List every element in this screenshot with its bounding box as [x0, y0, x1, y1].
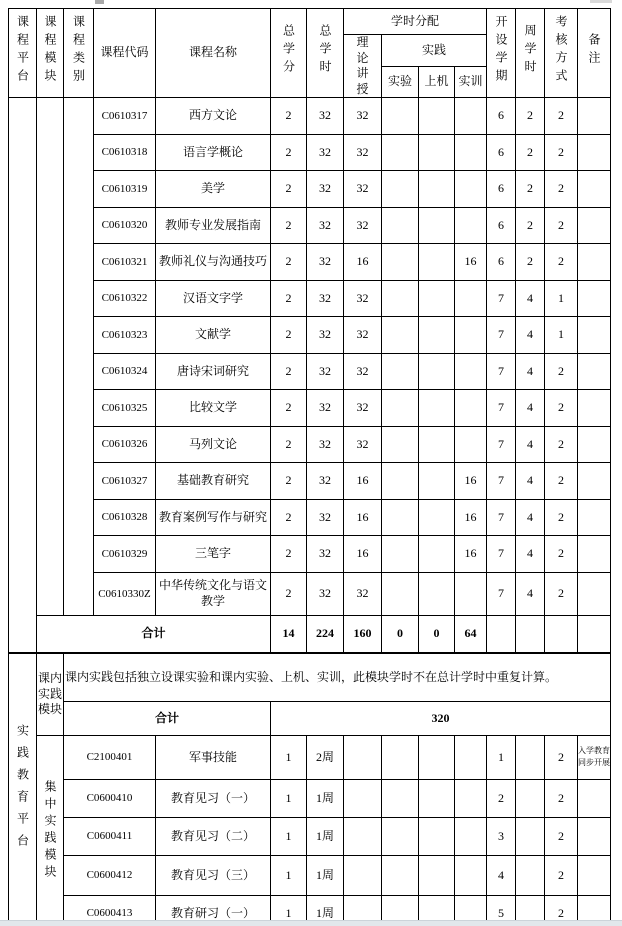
inclass-total-value-cell: 320: [271, 701, 611, 735]
remark-empty-cell: [578, 171, 611, 208]
semester-cell: 1: [487, 735, 516, 779]
concentrated-practice-module-cell: [37, 735, 64, 926]
total-theory-cell: 160: [344, 615, 382, 653]
credits-cell: 2: [271, 207, 307, 244]
hours-cell: 32: [307, 536, 344, 573]
semester-cell: 7: [487, 353, 516, 390]
weekly-hours-cell: 4: [516, 280, 545, 317]
header-semester: [487, 9, 516, 98]
header-label: 备注: [587, 32, 602, 69]
vertical-label: 实践教育平台: [15, 724, 30, 857]
computer-hours-cell: [419, 353, 455, 390]
weekly-hours-cell: 2: [516, 207, 545, 244]
header-assessment: [545, 9, 578, 98]
assessment-cell: 2: [545, 735, 578, 779]
course-name-cell: 中华传统文化与语文教学: [156, 572, 271, 615]
course-name-cell: 汉语文字学: [156, 280, 271, 317]
semester-cell: 4: [487, 855, 516, 895]
weekly-hours-cell: 2: [516, 134, 545, 171]
total-empty-assessment-cell: [545, 615, 578, 653]
header-label: 课程模块: [43, 14, 57, 87]
weekly-hours-cell: 2: [516, 98, 545, 135]
computer-hours-cell: [419, 735, 455, 779]
theory-hours-cell: 32: [344, 353, 382, 390]
semester-cell: 3: [487, 817, 516, 855]
header-weekly-hours: [516, 9, 545, 98]
training-hours-cell: [455, 426, 487, 463]
course-code-cell: C0610328: [94, 499, 156, 536]
theory-hours-cell: 32: [344, 207, 382, 244]
computer-hours-cell: [419, 207, 455, 244]
page-break-artifact: [95, 0, 104, 4]
credits-cell: 2: [271, 426, 307, 463]
theory-hours-cell: 32: [344, 426, 382, 463]
remark-empty-cell: [578, 317, 611, 354]
remark-cell: 入学教育同步开展: [578, 735, 611, 779]
hours-cell: 32: [307, 499, 344, 536]
course-row: [9, 317, 611, 354]
computer-hours-cell: [419, 98, 455, 135]
total-computer-cell: 0: [419, 615, 455, 653]
remark-empty-cell: [578, 244, 611, 281]
header-course-module: [37, 9, 64, 98]
computer-hours-cell: [419, 463, 455, 500]
training-hours-cell: 16: [455, 499, 487, 536]
computer-hours-cell: [419, 280, 455, 317]
semester-cell: 7: [487, 426, 516, 463]
credits-cell: 1: [271, 817, 307, 855]
weekly-hours-cell: 2: [516, 244, 545, 281]
remark-empty-cell: [578, 134, 611, 171]
credits-cell: 2: [271, 98, 307, 135]
course-code-cell: C0610325: [94, 390, 156, 427]
course-name-cell: 教师礼仪与沟通技巧: [156, 244, 271, 281]
inclass-total-label-cell: 合计: [64, 701, 271, 735]
course-name-cell: 美学: [156, 171, 271, 208]
total-hours-cell: 224: [307, 615, 344, 653]
course-code-cell: C0600413: [64, 895, 156, 926]
header-total-credits: [271, 9, 307, 98]
training-hours-cell: 16: [455, 463, 487, 500]
experiment-hours-cell: [382, 244, 419, 281]
course-row: [9, 207, 611, 244]
header-remarks: [578, 9, 611, 98]
course-row: [9, 171, 611, 208]
course-row: [9, 280, 611, 317]
training-hours-cell: [455, 735, 487, 779]
computer-hours-cell: [419, 499, 455, 536]
course-code-cell: C0610326: [94, 426, 156, 463]
hours-cell: 1周: [307, 779, 344, 817]
course-code-cell: C0610317: [94, 98, 156, 135]
inclass-practice-module-cell: 课内实践模块: [37, 653, 64, 735]
practice-course-row: [9, 735, 611, 779]
course-code-cell: C0610322: [94, 280, 156, 317]
course-name-cell: 语言学概论: [156, 134, 271, 171]
course-name-cell: 三笔字: [156, 536, 271, 573]
assessment-cell: 2: [545, 134, 578, 171]
credits-cell: 2: [271, 353, 307, 390]
computer-hours-cell: [419, 817, 455, 855]
course-name-cell: 比较文学: [156, 390, 271, 427]
hours-cell: 32: [307, 463, 344, 500]
hours-cell: 32: [307, 244, 344, 281]
training-hours-cell: [455, 280, 487, 317]
weekly-hours-cell: 4: [516, 536, 545, 573]
assessment-cell: 2: [545, 244, 578, 281]
computer-hours-cell: [419, 171, 455, 208]
category-empty-cell: [64, 98, 94, 616]
assessment-cell: 2: [545, 426, 578, 463]
practice-course-row: [9, 855, 611, 895]
curriculum-table: [8, 8, 611, 926]
theory-hours-cell: 32: [344, 134, 382, 171]
semester-cell: 7: [487, 317, 516, 354]
total-empty-semester-cell: [487, 615, 516, 653]
computer-hours-cell: [419, 390, 455, 427]
remark-empty-cell: [578, 463, 611, 500]
total-empty-weekly-cell: [516, 615, 545, 653]
weekly-hours-cell: 2: [516, 171, 545, 208]
credits-cell: 1: [271, 779, 307, 817]
semester-cell: 6: [487, 244, 516, 281]
experiment-hours-cell: [382, 280, 419, 317]
course-name-cell: 教育见习（三）: [156, 855, 271, 895]
remark-empty-cell: [578, 499, 611, 536]
hours-cell: 32: [307, 171, 344, 208]
course-code-cell: C0610318: [94, 134, 156, 171]
remark-cell: [578, 855, 611, 895]
course-name-cell: 教育案例写作与研究: [156, 499, 271, 536]
course-row: [9, 134, 611, 171]
course-row: [9, 536, 611, 573]
course-name-cell: 军事技能: [156, 735, 271, 779]
semester-cell: 6: [487, 207, 516, 244]
weekly-hours-cell: [516, 735, 545, 779]
course-code-cell: C0610329: [94, 536, 156, 573]
total-row: [9, 615, 611, 653]
semester-cell: 7: [487, 536, 516, 573]
theory-hours-cell: 32: [344, 98, 382, 135]
header-training: 实训: [455, 66, 487, 98]
theory-hours-cell: 32: [344, 317, 382, 354]
experiment-hours-cell: [382, 463, 419, 500]
hours-cell: 2周: [307, 735, 344, 779]
course-row: [9, 244, 611, 281]
hours-cell: 32: [307, 390, 344, 427]
header-label: 考核方式: [554, 14, 569, 87]
platform-empty-cell: [9, 98, 37, 654]
experiment-hours-cell: [382, 317, 419, 354]
theory-hours-cell: 32: [344, 572, 382, 615]
header-total-hours: [307, 9, 344, 98]
remark-cell: [578, 779, 611, 817]
remark-empty-cell: [578, 280, 611, 317]
experiment-hours-cell: [382, 499, 419, 536]
header-practice: 实践: [382, 35, 487, 67]
semester-cell: 6: [487, 98, 516, 135]
course-code-cell: C0610327: [94, 463, 156, 500]
header-row-1: [9, 9, 611, 35]
semester-cell: 7: [487, 280, 516, 317]
computer-hours-cell: [419, 317, 455, 354]
training-hours-cell: [455, 317, 487, 354]
course-code-cell: C0610323: [94, 317, 156, 354]
theory-hours-cell: 16: [344, 499, 382, 536]
assessment-cell: 2: [545, 207, 578, 244]
header-experiment: 实验: [382, 66, 419, 98]
computer-hours-cell: [419, 134, 455, 171]
computer-hours-cell: [419, 426, 455, 463]
practice-course-row: [9, 779, 611, 817]
header-computer: 上机: [419, 66, 455, 98]
course-name-cell: 基础教育研究: [156, 463, 271, 500]
weekly-hours-cell: [516, 779, 545, 817]
course-name-cell: 教育研习（一）: [156, 895, 271, 926]
computer-hours-cell: [419, 779, 455, 817]
course-name-cell: 教育见习（一）: [156, 779, 271, 817]
course-row: [9, 463, 611, 500]
weekly-hours-cell: 4: [516, 390, 545, 427]
theory-hours-cell: 16: [344, 536, 382, 573]
experiment-hours-cell: [382, 572, 419, 615]
theory-hours-cell: [344, 779, 382, 817]
course-code-cell: C0610320: [94, 207, 156, 244]
assessment-cell: 2: [545, 536, 578, 573]
course-row: [9, 499, 611, 536]
computer-hours-cell: [419, 536, 455, 573]
hours-cell: 32: [307, 207, 344, 244]
hours-cell: 1周: [307, 855, 344, 895]
assessment-cell: 2: [545, 353, 578, 390]
page-break-artifact: [590, 0, 612, 3]
course-code-cell: C0610319: [94, 171, 156, 208]
total-label-cell: 合计: [37, 615, 271, 653]
header-hour-allocation: 学时分配: [344, 9, 487, 35]
assessment-cell: 1: [545, 317, 578, 354]
semester-cell: 6: [487, 134, 516, 171]
header-label: 开设学期: [494, 14, 509, 87]
header-theory: 理论讲授: [344, 35, 382, 98]
assessment-cell: 2: [545, 572, 578, 615]
practice-platform-label-cell: [9, 653, 37, 926]
experiment-hours-cell: [382, 353, 419, 390]
hours-cell: 32: [307, 353, 344, 390]
training-hours-cell: [455, 817, 487, 855]
credits-cell: 2: [271, 280, 307, 317]
assessment-cell: 1: [545, 280, 578, 317]
header-course-category: [64, 9, 94, 98]
credits-cell: 2: [271, 499, 307, 536]
course-name-cell: 唐诗宋词研究: [156, 353, 271, 390]
weekly-hours-cell: [516, 817, 545, 855]
training-hours-cell: [455, 134, 487, 171]
theory-hours-cell: 16: [344, 244, 382, 281]
weekly-hours-cell: [516, 855, 545, 895]
training-hours-cell: [455, 353, 487, 390]
table-header: [9, 9, 611, 98]
experiment-hours-cell: [382, 536, 419, 573]
credits-cell: 2: [271, 463, 307, 500]
theory-hours-cell: 32: [344, 280, 382, 317]
weekly-hours-cell: 4: [516, 353, 545, 390]
hours-cell: 1周: [307, 895, 344, 926]
total-credits-cell: 14: [271, 615, 307, 653]
theory-hours-cell: [344, 855, 382, 895]
training-hours-cell: [455, 390, 487, 427]
course-row: [9, 353, 611, 390]
hours-cell: 32: [307, 572, 344, 615]
assessment-cell: 2: [545, 463, 578, 500]
credits-cell: 1: [271, 895, 307, 926]
header-course-platform: [9, 9, 37, 98]
inclass-total-row: [9, 701, 611, 735]
remark-empty-cell: [578, 536, 611, 573]
course-code-cell: C0610330Z: [94, 572, 156, 615]
hours-cell: 32: [307, 280, 344, 317]
theory-hours-cell: 32: [344, 390, 382, 427]
semester-cell: 2: [487, 779, 516, 817]
table-body: [9, 98, 611, 926]
computer-hours-cell: [419, 855, 455, 895]
assessment-cell: 2: [545, 98, 578, 135]
course-row: [9, 390, 611, 427]
assessment-cell: 2: [545, 390, 578, 427]
header-label: 总学时: [318, 23, 332, 78]
experiment-hours-cell: [382, 134, 419, 171]
course-code-cell: C0610321: [94, 244, 156, 281]
credits-cell: 2: [271, 572, 307, 615]
training-hours-cell: [455, 207, 487, 244]
remark-empty-cell: [578, 426, 611, 463]
semester-cell: 7: [487, 390, 516, 427]
experiment-hours-cell: [382, 817, 419, 855]
total-empty-remark-cell: [578, 615, 611, 653]
course-row: [9, 426, 611, 463]
experiment-hours-cell: [382, 390, 419, 427]
header-course-code: 课程代码: [94, 9, 156, 98]
experiment-hours-cell: [382, 855, 419, 895]
hours-cell: 32: [307, 98, 344, 135]
experiment-hours-cell: [382, 171, 419, 208]
course-name-cell: 西方文论: [156, 98, 271, 135]
hours-cell: 32: [307, 317, 344, 354]
credits-cell: 2: [271, 317, 307, 354]
hours-cell: 32: [307, 426, 344, 463]
computer-hours-cell: [419, 244, 455, 281]
training-hours-cell: [455, 779, 487, 817]
remark-empty-cell: [578, 353, 611, 390]
assessment-cell: 2: [545, 779, 578, 817]
course-code-cell: C2100401: [64, 735, 156, 779]
course-name-cell: 马列文论: [156, 426, 271, 463]
semester-cell: 6: [487, 171, 516, 208]
inclass-practice-note-row: [9, 653, 611, 701]
assessment-cell: 2: [545, 855, 578, 895]
course-code-cell: C0610324: [94, 353, 156, 390]
assessment-cell: 2: [545, 499, 578, 536]
semester-cell: 5: [487, 895, 516, 926]
training-hours-cell: 16: [455, 244, 487, 281]
header-label: 课程类别: [71, 14, 86, 87]
total-experiment-cell: 0: [382, 615, 419, 653]
training-hours-cell: [455, 171, 487, 208]
semester-cell: 7: [487, 463, 516, 500]
remark-empty-cell: [578, 98, 611, 135]
weekly-hours-cell: 4: [516, 572, 545, 615]
course-row: [9, 98, 611, 135]
hours-cell: 32: [307, 134, 344, 171]
course-name-cell: 文献学: [156, 317, 271, 354]
credits-cell: 1: [271, 735, 307, 779]
remark-empty-cell: [578, 390, 611, 427]
header-course-name: 课程名称: [156, 9, 271, 98]
semester-cell: 7: [487, 499, 516, 536]
theory-hours-cell: 16: [344, 463, 382, 500]
course-name-cell: 教师专业发展指南: [156, 207, 271, 244]
vertical-label: 集中实践模块: [43, 780, 57, 883]
module-empty-cell: [37, 98, 64, 616]
weekly-hours-cell: 4: [516, 317, 545, 354]
credits-cell: 2: [271, 390, 307, 427]
theory-hours-cell: 32: [344, 171, 382, 208]
practice-course-row: [9, 817, 611, 855]
experiment-hours-cell: [382, 98, 419, 135]
weekly-hours-cell: 4: [516, 499, 545, 536]
training-hours-cell: [455, 572, 487, 615]
remark-cell: [578, 817, 611, 855]
course-row: [9, 572, 611, 615]
course-name-cell: 教育见习（二）: [156, 817, 271, 855]
remark-empty-cell: [578, 207, 611, 244]
training-hours-cell: 16: [455, 536, 487, 573]
credits-cell: 2: [271, 134, 307, 171]
experiment-hours-cell: [382, 779, 419, 817]
assessment-cell: 2: [545, 817, 578, 855]
total-training-cell: 64: [455, 615, 487, 653]
assessment-cell: 2: [545, 171, 578, 208]
course-code-cell: C0600412: [64, 855, 156, 895]
course-code-cell: C0600410: [64, 779, 156, 817]
semester-cell: 7: [487, 572, 516, 615]
page-edge-strip: [0, 920, 622, 926]
header-label: 周学时: [523, 23, 538, 78]
experiment-hours-cell: [382, 207, 419, 244]
remark-empty-cell: [578, 572, 611, 615]
theory-hours-cell: [344, 735, 382, 779]
inclass-practice-note-cell: 课内实践包括独立设课实验和课内实验、上机、实训，此模块学时不在总计学时中重复计算。: [64, 653, 611, 701]
header-label: 课程平台: [15, 14, 30, 87]
hours-cell: 1周: [307, 817, 344, 855]
training-hours-cell: [455, 98, 487, 135]
training-hours-cell: [455, 855, 487, 895]
header-label: 总学分: [281, 23, 296, 78]
credits-cell: 1: [271, 855, 307, 895]
course-code-cell: C0600411: [64, 817, 156, 855]
experiment-hours-cell: [382, 426, 419, 463]
assessment-cell: 2: [545, 895, 578, 926]
weekly-hours-cell: 4: [516, 426, 545, 463]
theory-hours-cell: [344, 817, 382, 855]
credits-cell: 2: [271, 536, 307, 573]
weekly-hours-cell: 4: [516, 463, 545, 500]
credits-cell: 2: [271, 244, 307, 281]
computer-hours-cell: [419, 572, 455, 615]
credits-cell: 2: [271, 171, 307, 208]
experiment-hours-cell: [382, 735, 419, 779]
